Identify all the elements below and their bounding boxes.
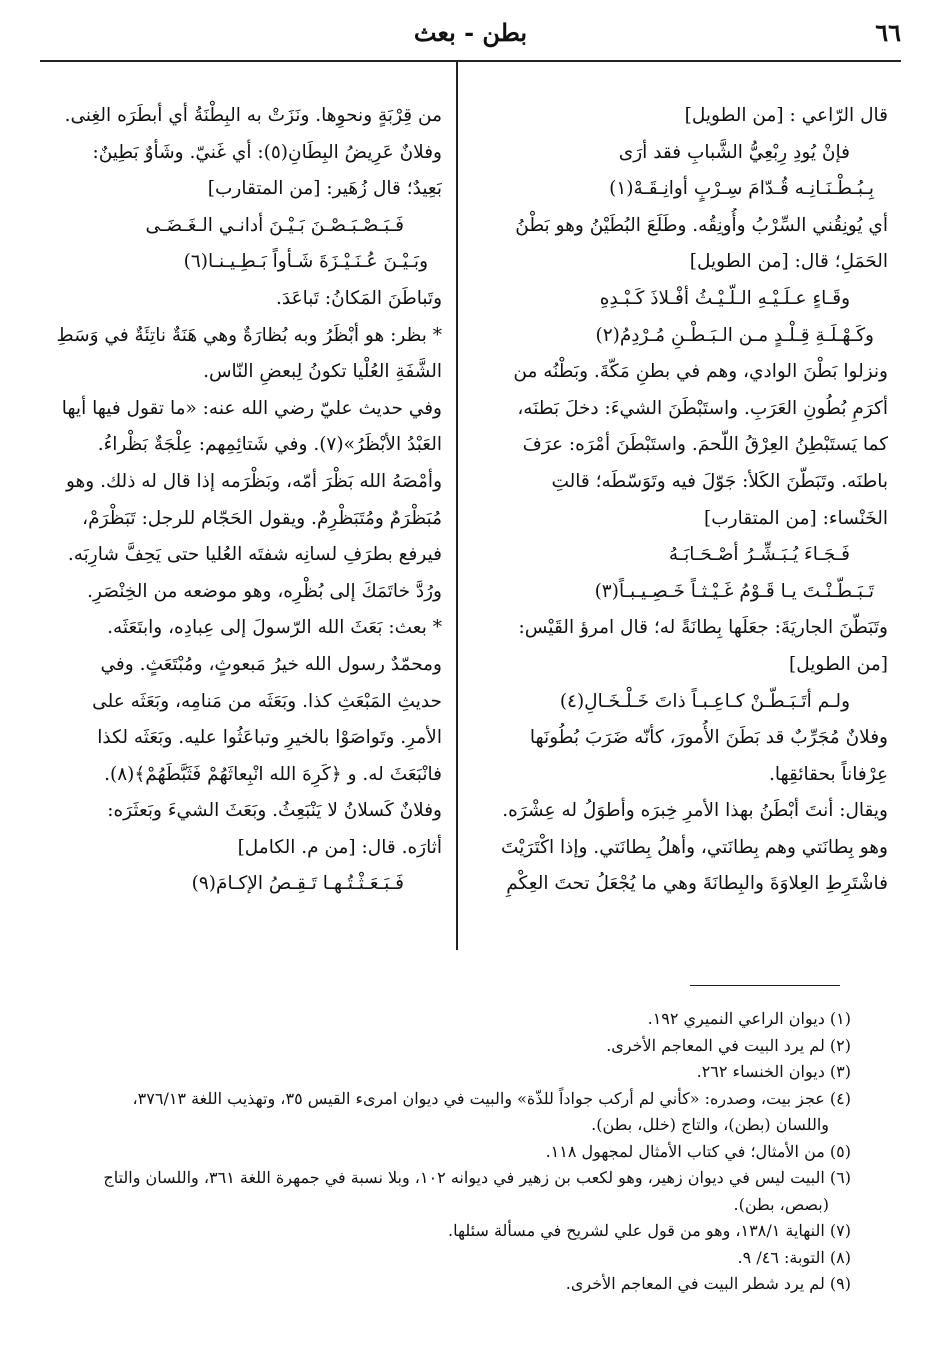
- text-line: فيرفع بطرَفِ لسانِه شفتَه العُليا حتى يَحِفَّ شارِبَه.: [67, 544, 442, 566]
- verse-line: ولـم أتَـبَـطّـنْ كـاعِـبـاً ذاتَ خَـلْـخَـالِ(٤): [559, 690, 850, 712]
- text-line: فاشْتَرِطِ العِلاوَةَ والبِطانَةَ وهي ما يُجْعَلُ تحتَ العِكْمِ: [506, 873, 888, 895]
- text-line: وهو بِطانَتي وهم بِطانَتي، وأهلُ بِطانَتي. وإذا اكْتَرَيْتَ: [501, 836, 888, 858]
- footnote-continuation: واللسان (بطن)، والتاج (خلل، بطن).: [591, 1115, 829, 1134]
- text-line: * بظر: هو أبْظَرُ وبه بُظارَةٌ وهي هَنَةٌ ناتِئَةٌ في وَسَطِ: [56, 324, 442, 346]
- text-line: العَبْدُ الأبْظَرُ»(٧). وفي شَتائِمِهم: عِلْجَةٌ بَظْراءُ.: [97, 434, 442, 456]
- page-number: ٦٦: [875, 18, 901, 47]
- text-line: ورُدَّ خاتَمَكَ إلى بُظْرِه، وهو موضعه من الخِنْصَرِ.: [87, 580, 442, 602]
- text-line: الخَنْساء: [من المتقارب]: [704, 507, 888, 529]
- text-line: باطنَه. وتَبَطّنَ الكَلأ: جَوّلَ فيه وتَوَسّطَه؛ قالتِ: [551, 470, 888, 492]
- verse-line: فإنْ يُودِ رِبْعِيُّ الشَّبابِ فقد أرَى: [618, 141, 850, 163]
- footnote: (٣) ديوان الخنساء ٢٦٢.: [696, 1062, 851, 1081]
- text-line: ونزلوا بَطْنَ الوادي، وهم في بطنِ مَكّةَ. وبَطْنُه من: [513, 361, 888, 383]
- footnote: (٢) لم يرد البيت في المعاجم الأخرى.: [606, 1035, 851, 1055]
- verse-line: وكَـهْـلَـةِ قِـلْـدٍ مـن الـبَـطْـنِ مُـرْدِمُ(٢): [595, 324, 874, 346]
- verse-line: تَـبَـطّـنْـتَ يـا قَـوْمُ غَـيْـثـاً خَـصِـيـبـاً(٣): [594, 580, 874, 602]
- text-line: أثارَه. قال: [من م. الكامل]: [237, 836, 442, 858]
- right-column: [470, 98, 888, 903]
- verse-line: فَـبَـصْـبَـصْـنَ بَـيْـنَ أدانـي الـغَـضَـى: [145, 214, 404, 236]
- text-line: أي يُونِقُني السِّرْبُ وأُونِقُه. وطَلَعَ البُطَيْنُ وهو بَطْنُ: [515, 214, 888, 236]
- text-line: وتَباطَنَ المَكانُ: تَباعَدَ.: [275, 287, 442, 309]
- text-line: ويقال: أنتَ أبْطَنُ بهذا الأمرِ خِبرَه وأطوَلُ له عِشْرَه.: [502, 800, 888, 822]
- footnote-continuation: (بصص، بطن).: [733, 1194, 829, 1214]
- footnotes: [30, 1006, 851, 1298]
- verse-line: فَـجَـاءَ يُـبَـشِّـرُ أصْـحَـابَـهُ: [668, 544, 850, 566]
- text-line: أكرَمِ بُطُونِ العَرَبِ. واستَبْطَنَ الشيءَ: دخلَ بَطنَه،: [517, 397, 888, 419]
- text-line: وفلانٌ كَسلانُ لا يَنْبَعِثُ. وبَعَثَ الشيءَ وبَعثَرَه:: [107, 800, 442, 822]
- footnote: (٧) النهاية ١٣٨/١، وهو من قول علي لشريح في مسألة سئلها.: [448, 1221, 851, 1240]
- text-line: وتَبَطّنَ الجاريَةَ: جعَلَها بِطانَةً له؛ قال امرؤ القَيْس:: [518, 617, 888, 639]
- text-line: حديثِ المَبْعَثِ كذا. وبَعَثَه من مَنامِه، وبَعَثَه على: [92, 690, 442, 712]
- text-line: كما يَستَبْطِنُ العِرْقُ اللّحمَ. واستَبْطَنَ أمْرَه: عرَفَ: [522, 434, 888, 456]
- footnote: (٥) من الأمثال؛ في كتاب الأمثال لمجهول ١١٨.: [545, 1141, 851, 1161]
- column-divider: [456, 62, 458, 950]
- verse-line: بِـبُـطْـنَـانِـه قُـدّامَ سِـرْبٍ أوانِـقَـهْ(١): [609, 178, 874, 200]
- footnote: (٦) البيت ليس في ديوان زهير، وهو لكعب بن زهير في ديوانه ١٠٢، وبلا نسبة في جمهرة اللغة ٣٦١، واللسان والتاج: [103, 1168, 851, 1187]
- text-line: قال الرّاعي : [من الطويل]: [684, 105, 888, 126]
- text-line: الشَّفَةِ العُلْيا تكونُ لِبعضِ النّاس.: [203, 361, 442, 383]
- text-line: فانْبَعَثَ له. و ﴿كَرِهَ الله انْبِعاثَهُمْ فَثَبَّطَهُمْ﴾(٨).: [104, 763, 442, 785]
- verse-line: فَـبَـعَـثْـتُـهـا تَـقِـصُ الإكـامَ(٩): [191, 873, 404, 895]
- text-line: وأمْصَهُ الله بَظْرَ أمّه، وبَظْرَمه إذا قال له ذلك. وهو: [65, 470, 442, 492]
- footnote: (٨) التوبة: ٤٦/ ٩.: [737, 1247, 851, 1267]
- text-line: * بعث: بَعَثَ الله الرّسولَ إلى عِبادِه، وابتَعَثَه.: [107, 617, 442, 639]
- footnote: (٤) عجز بيت، وصدره: «كأني لم أركب جواداً للذّة» والبيت في ديوان امرىء القيس ٣٥، وتهذيب اللغة ٣٧٦/١٣،: [132, 1088, 851, 1108]
- text-line: من قِرْبَةٍ ونحوِها. ونَزَتْ به البِطْنَةُ أي أبطَرَه الغِنى.: [64, 105, 442, 126]
- page-header: [40, 18, 901, 58]
- footnote-rule: [690, 985, 840, 986]
- text-line: وفلانٌ مُجَرِّبٌ قد بَطَنَ الأُمورَ، كأنّه ضَرَبَ بُطُونَها: [529, 727, 888, 749]
- left-column: [40, 98, 442, 903]
- text-line: وفي حديث عليّ رضي الله عنه: «ما تقول فيها أيها: [61, 397, 442, 419]
- text-line: الحَمَلِ؛ قال: [من الطويل]: [689, 251, 888, 273]
- text-line: عِرْفاناً بحقائقِها.: [768, 763, 888, 785]
- text-line: الأمرِ. وتَواصَوْا بالخيرِ وتباعَثُوا عليه. وبَعَثَه لكذا: [97, 727, 442, 749]
- text-line: مُبَظْرَمٌ ومُتَبَظْرِمٌ. ويقول الحَجّام للرجل: تَبَظْرَمْ،: [82, 507, 442, 529]
- text-line: [من الطويل]: [789, 653, 888, 675]
- footnote: (٩) لم يرد شطر البيت في المعاجم الأخرى.: [565, 1274, 851, 1293]
- verse-line: وقَـاءٍ عـلَـيْـهِ الـلّـيْـثُ أفْـلاذَ كَـبْـدِهِ: [599, 287, 850, 309]
- verse-line: وبَـيْـنَ عُـنَـيْـزَةَ شَـأواً بَـطِـيـنـا(٦): [183, 251, 428, 273]
- footnote: (١) ديوان الراعي النميري ١٩٢.: [647, 1009, 851, 1028]
- text-line: ومحمّدٌ رسول الله خيرُ مَبعوثٍ، ومُبْتَعَثٍ. وفي: [100, 653, 442, 675]
- text-line: وفلانٌ عَرِيضُ البِطَانِ(٥): أي غَنيّ. وشَأوٌ بَطِينٌ:: [92, 141, 442, 163]
- text-line: بَعِيدٌ؛ قال زُهَير: [من المتقارب]: [207, 178, 442, 200]
- running-head: بطن - بعث: [413, 18, 528, 47]
- header-rule: [40, 60, 901, 62]
